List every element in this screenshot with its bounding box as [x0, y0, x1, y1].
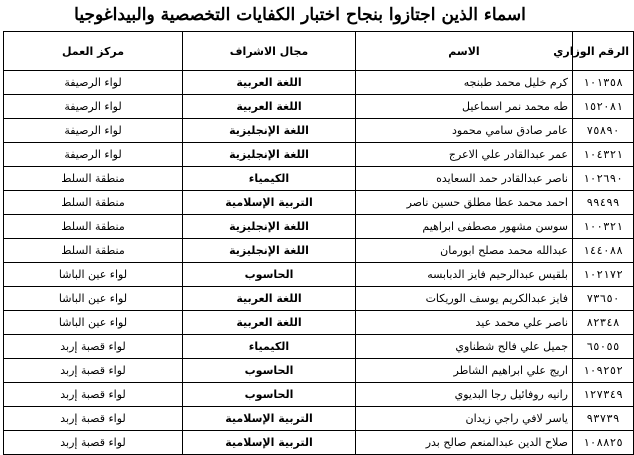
cell-work-center: منطقة السلط: [4, 215, 183, 239]
table-row: [4, 71, 634, 95]
cell-supervision-field: الحاسوب: [183, 263, 356, 287]
cell-work-center: لواء الرصيفة: [4, 71, 183, 95]
cell-ministry-number: ١٠٢١٧٢: [573, 263, 634, 287]
cell-work-center: منطقة السلط: [4, 191, 183, 215]
cell-ministry-number: ١٠٩٢٥٢: [573, 359, 634, 383]
table-row: [4, 407, 634, 431]
cell-ministry-number: ٩٩٤٩٩: [573, 191, 634, 215]
results-table: [3, 31, 634, 455]
cell-supervision-field: اللغة الإنجليزية: [183, 215, 356, 239]
cell-work-center: لواء قصبة إربد: [4, 431, 183, 455]
cell-name: ناصر علي محمد عيد: [356, 311, 573, 335]
cell-ministry-number: ١٥٢٠٨١: [573, 95, 634, 119]
cell-name: عمر عبدالقادر علي الاعرج: [356, 143, 573, 167]
cell-ministry-number: ٧٣٦٥٠: [573, 287, 634, 311]
cell-name: جميل علي فالح شطناوي: [356, 335, 573, 359]
cell-supervision-field: اللغة العربية: [183, 311, 356, 335]
cell-supervision-field: اللغة الإنجليزية: [183, 119, 356, 143]
cell-supervision-field: الحاسوب: [183, 383, 356, 407]
cell-supervision-field: اللغة الإنجليزية: [183, 143, 356, 167]
cell-ministry-number: ١٠٨٨٢٥: [573, 431, 634, 455]
cell-name: احمد محمد عطا مطلق حسين ناصر: [356, 191, 573, 215]
header-name: الاسم: [356, 32, 573, 71]
cell-work-center: لواء الرصيفة: [4, 143, 183, 167]
cell-supervision-field: اللغة العربية: [183, 71, 356, 95]
cell-work-center: لواء عين الباشا: [4, 287, 183, 311]
table-row: [4, 311, 634, 335]
cell-work-center: منطقة السلط: [4, 239, 183, 263]
cell-supervision-field: اللغة العربية: [183, 95, 356, 119]
cell-supervision-field: الكيمياء: [183, 335, 356, 359]
table-row: [4, 215, 634, 239]
cell-supervision-field: الكيمياء: [183, 167, 356, 191]
table-row: [4, 359, 634, 383]
table-row: [4, 167, 634, 191]
cell-work-center: لواء الرصيفة: [4, 119, 183, 143]
cell-supervision-field: التربية الإسلامية: [183, 431, 356, 455]
table-row: [4, 119, 634, 143]
cell-ministry-number: ١٢٧٣٤٩: [573, 383, 634, 407]
cell-work-center: لواء قصبة إربد: [4, 335, 183, 359]
page-title: اسماء الذين اجتازوا بنجاح اختبار الكفايات التخصصية والبيداغوجيا: [74, 5, 526, 25]
table-row: [4, 143, 634, 167]
cell-name: صلاح الدين عبدالمنعم صالح بدر: [356, 431, 573, 455]
table-row: [4, 383, 634, 407]
cell-work-center: لواء عين الباشا: [4, 311, 183, 335]
table-row: [4, 335, 634, 359]
cell-work-center: لواء عين الباشا: [4, 263, 183, 287]
cell-work-center: لواء الرصيفة: [4, 95, 183, 119]
cell-name: كرم خليل محمد طبنجه: [356, 71, 573, 95]
cell-supervision-field: اللغة الإنجليزية: [183, 239, 356, 263]
cell-name: سوسن مشهور مصطفى ابراهيم: [356, 215, 573, 239]
cell-work-center: لواء قصبة إربد: [4, 407, 183, 431]
header-supervision-field: مجال الاشراف: [183, 32, 356, 71]
cell-ministry-number: ٩٣٧٣٩: [573, 407, 634, 431]
cell-ministry-number: ١٠٢٦٩٠: [573, 167, 634, 191]
cell-supervision-field: التربية الإسلامية: [183, 191, 356, 215]
cell-ministry-number: ٦٥٠٥٥: [573, 335, 634, 359]
cell-name: عبدالله محمد مصلح ابورمان: [356, 239, 573, 263]
cell-ministry-number: ١٤٤٠٨٨: [573, 239, 634, 263]
cell-name: بلقيس عبدالرحيم فايز الدبابسه: [356, 263, 573, 287]
table-header-row: [4, 32, 634, 71]
table-row: [4, 263, 634, 287]
header-work-center: مركز العمل: [4, 32, 183, 71]
cell-supervision-field: الحاسوب: [183, 359, 356, 383]
cell-name: عامر صادق سامي محمود: [356, 119, 573, 143]
cell-name: اريج علي ابراهيم الشاطر: [356, 359, 573, 383]
table-row: [4, 239, 634, 263]
cell-ministry-number: ١٠٤٣٢١: [573, 143, 634, 167]
table-row: [4, 431, 634, 455]
cell-supervision-field: اللغة العربية: [183, 287, 356, 311]
cell-name: ناصر عبدالقادر حمد السعايده: [356, 167, 573, 191]
cell-ministry-number: ١٠١٣٥٨: [573, 71, 634, 95]
cell-ministry-number: ١٠٠٣٢١: [573, 215, 634, 239]
cell-name: فايز عبدالكريم يوسف الوريكات: [356, 287, 573, 311]
cell-work-center: لواء قصبة إربد: [4, 359, 183, 383]
cell-name: طه محمد نمر اسماعيل: [356, 95, 573, 119]
table-row: [4, 95, 634, 119]
table-row: [4, 287, 634, 311]
cell-supervision-field: التربية الإسلامية: [183, 407, 356, 431]
header-ministry-number: الرقم الوزاري: [573, 32, 634, 71]
cell-ministry-number: ٨٢٣٤٨: [573, 311, 634, 335]
cell-work-center: لواء قصبة إربد: [4, 383, 183, 407]
cell-name: ياسر لافي راجي زيدان: [356, 407, 573, 431]
cell-name: رانيه روفائيل رجا البديوي: [356, 383, 573, 407]
cell-ministry-number: ٧٥٨٩٠: [573, 119, 634, 143]
cell-work-center: منطقة السلط: [4, 167, 183, 191]
table-row: [4, 191, 634, 215]
